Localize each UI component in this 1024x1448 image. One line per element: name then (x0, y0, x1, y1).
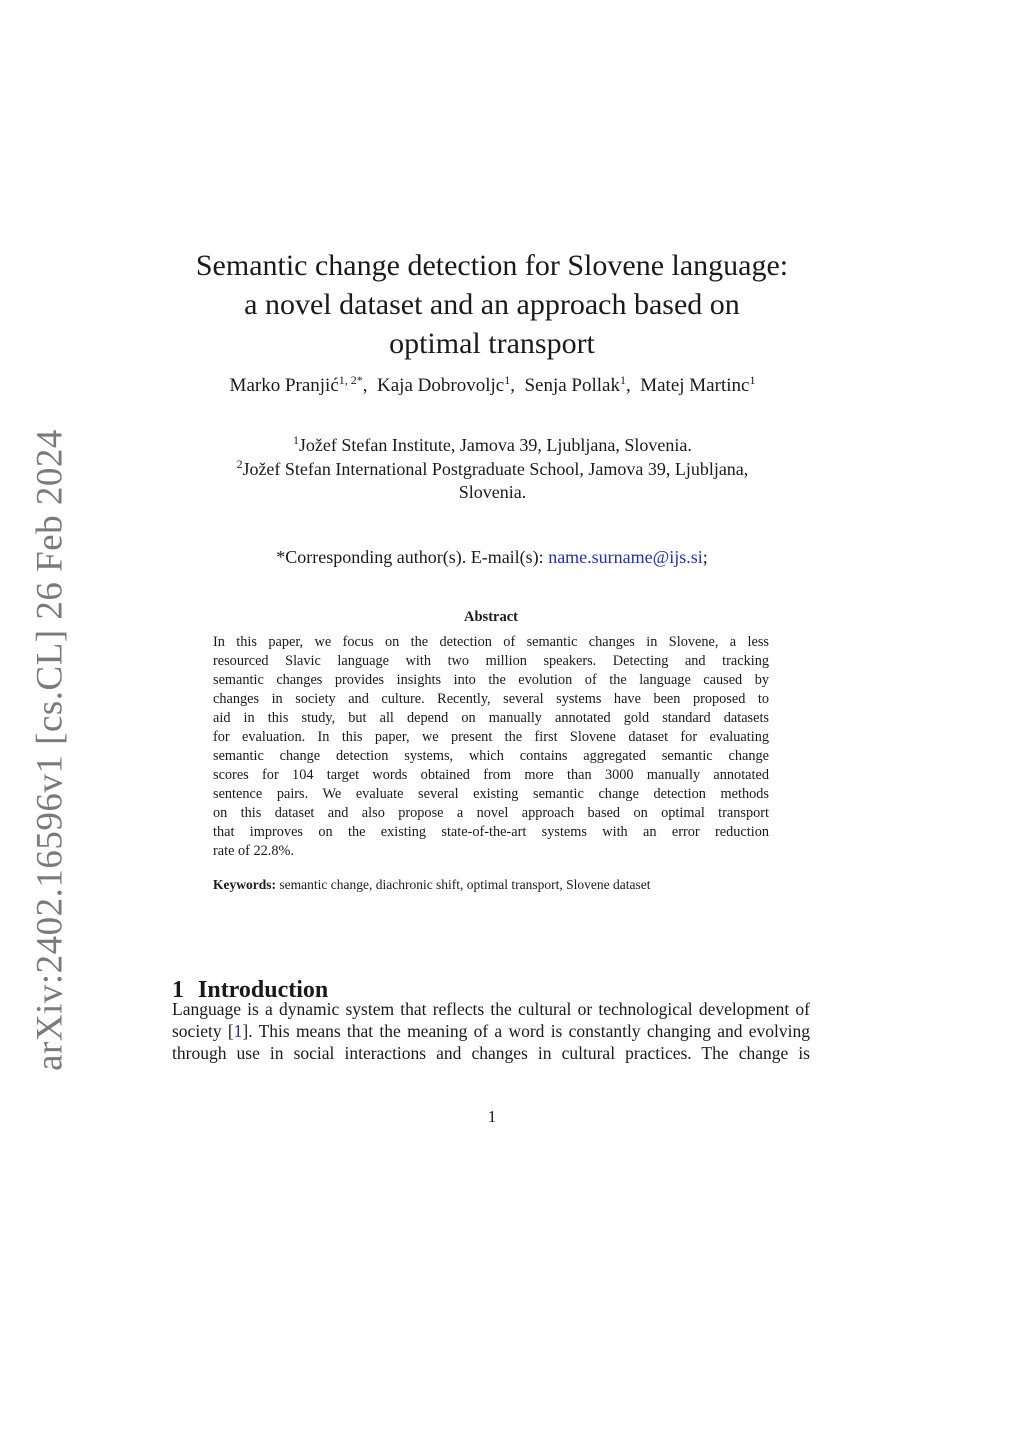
author-list: Marko Pranjić$^{1, 2*}$, Kaja Dobrovoljc$^1$, Senja Pollak$^1$, Matej Martinc$^1$ (229, 373, 756, 396)
abstract-line: semantic change detection systems, which contains aggregated semantic change (213, 748, 769, 764)
abstract-line: on this dataset and also propose a novel approach based on optimal transport (213, 805, 769, 821)
affiliation-text: Jožef Stefan Institute, Jamova 39, Ljubljana, Slovenia. (298, 435, 692, 455)
affiliation-line (190, 458, 795, 482)
author-affiliation-marker: 1 (749, 373, 756, 387)
title-line: Semantic change detection for Slovene language: (195, 249, 789, 283)
intro-text: ]. This means that the meaning of a word is constantly changing and evolving (242, 1021, 811, 1041)
email-link[interactable]: name.surname@ijs.si (548, 547, 703, 567)
abstract-heading: Abstract (464, 609, 518, 625)
abstract-line: rate of 22.8%. (213, 843, 294, 859)
affiliation-line (190, 481, 795, 505)
affiliation-marker: 1 (293, 435, 299, 447)
abstract-body (213, 633, 769, 861)
author-name: Senja Pollak (524, 375, 620, 396)
intro-text: society [ (172, 1021, 234, 1041)
author-name: Marko Pranjić (229, 375, 339, 396)
corresponding-author (172, 545, 812, 569)
section-number: 1 (172, 976, 184, 1003)
author-affiliation-marker: 1 (619, 373, 626, 387)
affiliation-text: Slovenia. (458, 482, 527, 502)
affiliation-line (190, 434, 795, 458)
affiliation-list (190, 434, 795, 505)
abstract-line: resourced Slavic language with two million speakers. Detecting and tracking (213, 653, 769, 669)
keywords-label: Keywords: (213, 877, 276, 892)
affiliation-marker: 2 (236, 458, 243, 471)
intro-line: Language is a dynamic system that reflects the cultural or technological development of (172, 999, 810, 1019)
intro-line: through use in social interactions and changes in cultural practices. The change is (172, 1043, 810, 1063)
title-line: optimal transport (389, 327, 595, 361)
keywords-text: semantic change, diachronic shift, optimal transport, Slovene dataset (276, 877, 651, 892)
abstract-line: changes in society and culture. Recently, several systems have been proposed to (213, 691, 769, 707)
author-affiliation-marker: 1, 2* (338, 373, 363, 387)
abstract-line: that improves on the existing state-of-the-art systems with an error reduction (213, 824, 769, 840)
author-name: Matej Martinc (640, 375, 750, 396)
title-line: a novel dataset and an approach based on (244, 288, 740, 322)
introduction-paragraph (172, 998, 810, 1064)
intro-line (172, 1020, 810, 1042)
arxiv-identifier-stamp: arXiv:2402.16596v1 [cs.CL] 26 Feb 2024 (29, 429, 71, 1071)
keywords (213, 876, 769, 894)
abstract-line: semantic changes provides insights into the evolution of the language caused by (213, 672, 769, 688)
abstract-line: for evaluation. In this paper, we present the first Slovene dataset for evaluating (213, 729, 769, 745)
paper-title (172, 246, 812, 363)
citation-link[interactable]: 1 (233, 1021, 243, 1041)
author-name: Kaja Dobrovoljc (377, 375, 505, 396)
corresponding-suffix: ; (702, 547, 708, 567)
affiliation-text: Jožef Stefan International Postgraduate School, Jamova 39, Ljubljana, (242, 458, 749, 479)
section-title: Introduction (198, 976, 329, 1003)
corresponding-label: *Corresponding author(s). E-mail(s): (276, 547, 549, 567)
abstract-line: aid in this study, but all depend on manually annotated gold standard datasets (213, 710, 769, 726)
abstract-line: scores for 104 target words obtained from more than 3000 manually annotated (213, 767, 769, 783)
author-affiliation-marker: 1 (504, 373, 511, 387)
abstract-line: In this paper, we focus on the detection of semantic changes in Slovene, a less (213, 634, 769, 650)
page-number: 1 (487, 1107, 497, 1126)
abstract-line: sentence pairs. We evaluate several existing semantic change detection methods (213, 786, 769, 802)
